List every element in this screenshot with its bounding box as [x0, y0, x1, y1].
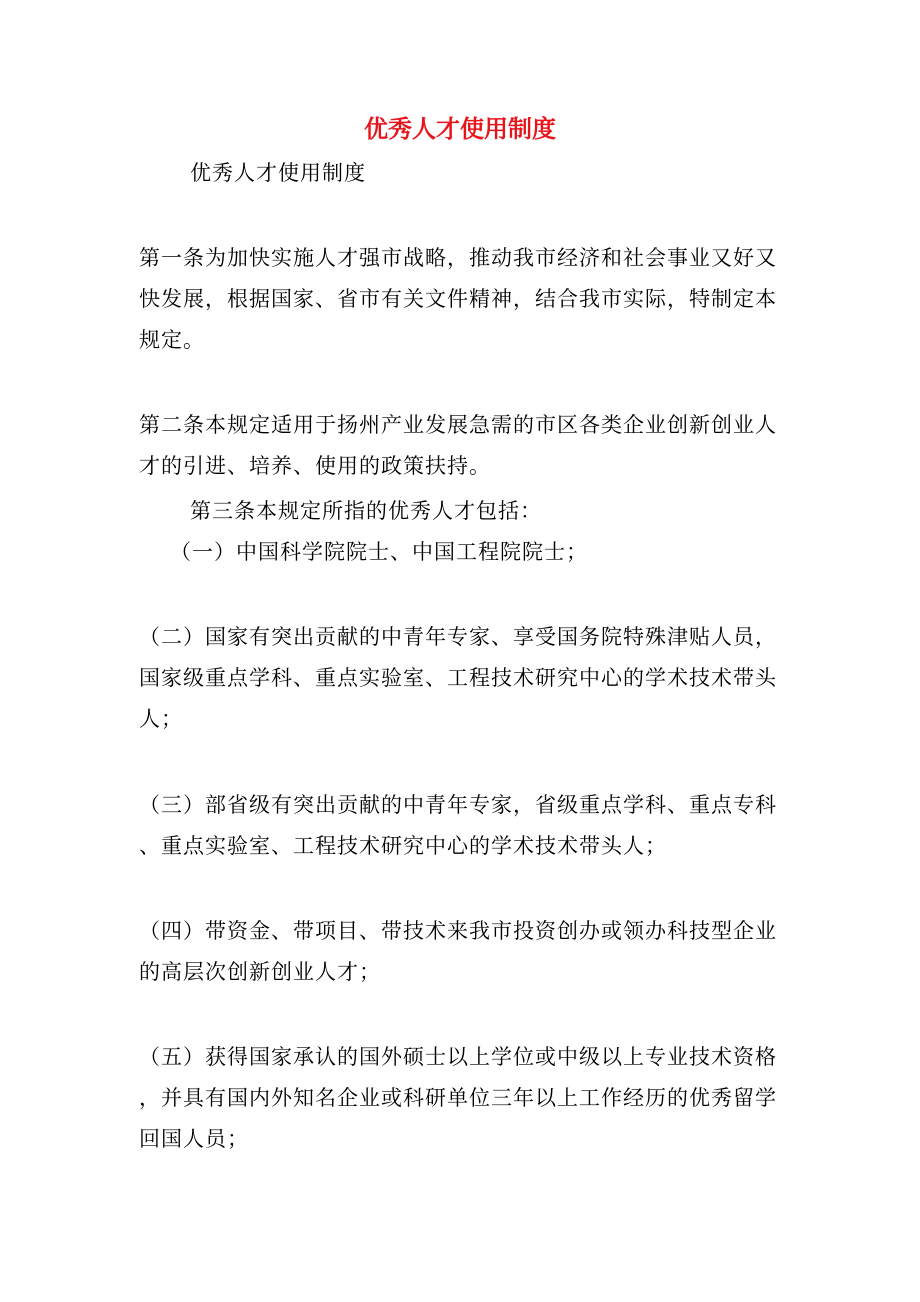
document-subtitle: 优秀人才使用制度: [190, 161, 366, 185]
paragraph-item-3: （三）部省级有突出贡献的中青年专家，省级重点学科、重点专科 、重点实验室、工程技术研究中心的学术技术带头人；: [139, 793, 777, 858]
paragraph-article-1: 第一条为加快实施人才强市战略，推动我市经济和社会事业又好又 快发展，根据国家、省市有关文件精神，结合我市实际，特制定本 规定。: [139, 246, 777, 352]
paragraph-item-5: （五）获得国家承认的国外硕士以上学位或中级以上专业技术资格 ，并具有国内外知名企业或科研单位三年以上工作经历的优秀留学 回国人员；: [139, 1045, 777, 1151]
paragraph-article-3: 第三条本规定所指的优秀人才包括：: [190, 499, 542, 523]
paragraph-item-1: （一）中国科学院院士、中国工程院院士；: [170, 540, 588, 564]
paragraph-article-2: 第二条本规定适用于扬州产业发展急需的市区各类企业创新创业人 才的引进、培养、使用的政策扶持。: [139, 413, 777, 478]
paragraph-item-2: （二）国家有突出贡献的中青年专家、享受国务院特殊津贴人员， 国家级重点学科、重点实验室、工程技术研究中心的学术技术带头 人；: [139, 625, 777, 731]
paragraph-item-4: （四）带资金、带项目、带技术来我市投资创办或领办科技型企业 的高层次创新创业人才；: [139, 919, 777, 984]
document-title: 优秀人才使用制度: [364, 114, 556, 143]
